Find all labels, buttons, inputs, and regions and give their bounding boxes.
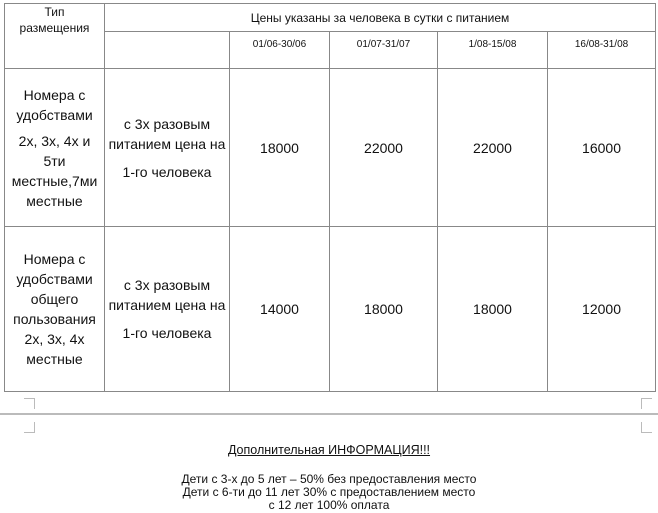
header-accommodation-type: Тип размещения [5, 4, 105, 69]
margin-corner-mark [24, 422, 35, 433]
header-meal-empty [105, 32, 230, 69]
info-line: Дети с 3-х до 5 лет – 50% без предоставления место [181, 472, 477, 486]
margin-corner-mark [24, 398, 35, 409]
room-type-line: общего [30, 291, 79, 307]
meal-line: 1-го человека [122, 325, 212, 341]
period-1: 01/06-30/06 [230, 32, 330, 69]
room-type-line: пользования [13, 311, 96, 327]
period-2: 01/07-31/07 [330, 32, 438, 69]
info-line: с 12 лет 100% оплата [268, 498, 390, 512]
price: 22000 [438, 69, 548, 227]
info-title: Дополнительная ИНФОРМАЦИЯ!!! [227, 443, 431, 457]
room-type-line: 2х, 3х, 4х [24, 331, 85, 347]
price: 12000 [548, 227, 656, 392]
margin-corner-mark [641, 422, 652, 433]
price: 14000 [230, 227, 330, 392]
room-type [5, 227, 105, 392]
price-table [4, 3, 656, 392]
table-row [5, 69, 656, 227]
room-type-line: удобствами [16, 106, 93, 123]
header-prices: Цены указаны за человека в сутки с питанием [105, 4, 656, 32]
meal-line: с 3х разовым [123, 277, 211, 293]
period-3: 1/08-15/08 [438, 32, 548, 69]
period-4: 16/08-31/08 [548, 32, 656, 69]
room-type-line: местные [26, 351, 83, 367]
meal-line: питанием цена на [108, 297, 226, 313]
meal-line: 1-го человека [122, 163, 212, 180]
info-line: Дети с 6-ти до 11 лет 30% с предоставлением место [182, 485, 476, 499]
room-type-line: удобствами [16, 271, 93, 287]
price: 16000 [548, 69, 656, 227]
meal-line: с 3х разовым [123, 115, 211, 132]
price: 18000 [438, 227, 548, 392]
page-break [0, 413, 658, 415]
room-type-line: Номера с [23, 86, 86, 103]
meal-info [105, 69, 230, 227]
price: 18000 [330, 227, 438, 392]
room-type [5, 69, 105, 227]
price: 18000 [230, 69, 330, 227]
room-type-line: Номера с [23, 251, 86, 267]
meal-info [105, 227, 230, 392]
table-row [5, 227, 656, 392]
room-type-line: 2х, 3х, 4х и 5ти [18, 132, 91, 169]
margin-corner-mark [641, 398, 652, 409]
room-type-line: местные,7ми [11, 172, 98, 189]
meal-line: питанием цена на [108, 135, 226, 152]
room-type-line: местные [26, 192, 83, 209]
price: 22000 [330, 69, 438, 227]
